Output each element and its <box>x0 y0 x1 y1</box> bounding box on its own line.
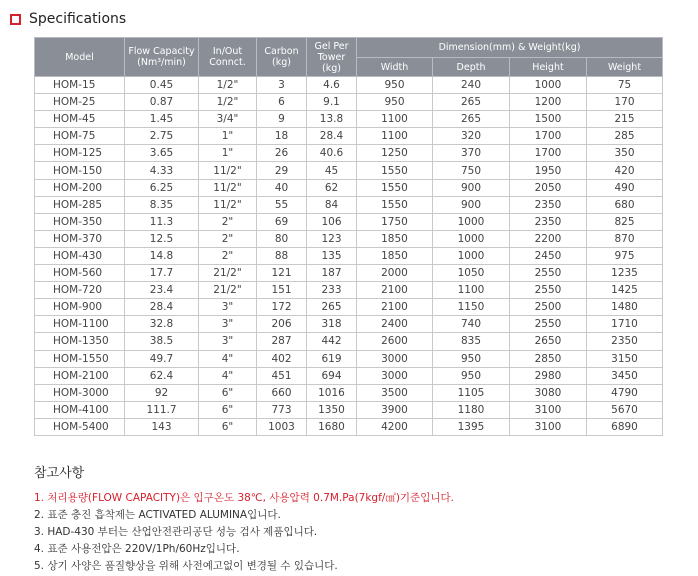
height-cell: 2550 <box>510 316 587 333</box>
carbon-cell: 121 <box>257 265 307 282</box>
table-row <box>35 282 663 299</box>
table-row <box>35 247 663 264</box>
weight-cell: 420 <box>587 162 663 179</box>
model-cell: HOM-900 <box>35 299 125 316</box>
weight-cell: 490 <box>587 179 663 196</box>
weight-cell: 870 <box>587 230 663 247</box>
carbon-cell: 69 <box>257 213 307 230</box>
flow-capacity-cell: 1.45 <box>125 111 199 128</box>
depth-cell: 1000 <box>433 213 510 230</box>
carbon-cell: 29 <box>257 162 307 179</box>
width-cell: 3900 <box>357 401 433 418</box>
table-row <box>35 401 663 418</box>
model-cell: HOM-1350 <box>35 333 125 350</box>
height-cell: 1700 <box>510 128 587 145</box>
model-cell: HOM-150 <box>35 162 125 179</box>
weight-cell: 825 <box>587 213 663 230</box>
width-cell: 3500 <box>357 384 433 401</box>
model-cell: HOM-560 <box>35 265 125 282</box>
connection-cell: 4" <box>199 350 257 367</box>
depth-cell: 265 <box>433 94 510 111</box>
table-row <box>35 384 663 401</box>
notes-title: 참고사항 <box>34 466 85 481</box>
model-cell: HOM-370 <box>35 230 125 247</box>
depth-cell: 1105 <box>433 384 510 401</box>
flow-capacity-cell: 4.33 <box>125 162 199 179</box>
carbon-cell: 287 <box>257 333 307 350</box>
connection-cell: 1" <box>199 128 257 145</box>
flow-capacity-cell: 14.8 <box>125 247 199 264</box>
carbon-cell: 55 <box>257 196 307 213</box>
connection-cell: 11/2" <box>199 196 257 213</box>
connection-cell: 3" <box>199 333 257 350</box>
section-header <box>10 9 126 29</box>
depth-cell: 950 <box>433 367 510 384</box>
height-cell: 2550 <box>510 282 587 299</box>
weight-cell: 975 <box>587 247 663 264</box>
height-cell: 1500 <box>510 111 587 128</box>
width-cell: 3000 <box>357 350 433 367</box>
width-cell: 950 <box>357 94 433 111</box>
section-title: Specifications <box>29 11 127 27</box>
header-width: Width <box>357 58 433 77</box>
gel-cell: 13.8 <box>307 111 357 128</box>
weight-cell: 1480 <box>587 299 663 316</box>
gel-cell: 40.6 <box>307 145 357 162</box>
depth-cell: 370 <box>433 145 510 162</box>
connection-cell: 1/2" <box>199 77 257 94</box>
width-cell: 4200 <box>357 418 433 435</box>
gel-cell: 28.4 <box>307 128 357 145</box>
width-cell: 950 <box>357 77 433 94</box>
model-cell: HOM-430 <box>35 247 125 264</box>
model-cell: HOM-720 <box>35 282 125 299</box>
weight-cell: 75 <box>587 77 663 94</box>
model-cell: HOM-125 <box>35 145 125 162</box>
header-dimension-weight: Dimension(mm) & Weight(kg) <box>357 38 663 58</box>
model-cell: HOM-5400 <box>35 418 125 435</box>
table-row <box>35 265 663 282</box>
width-cell: 1850 <box>357 230 433 247</box>
depth-cell: 240 <box>433 77 510 94</box>
depth-cell: 1050 <box>433 265 510 282</box>
model-cell: HOM-1100 <box>35 316 125 333</box>
width-cell: 1250 <box>357 145 433 162</box>
width-cell: 1550 <box>357 196 433 213</box>
table-row <box>35 111 663 128</box>
flow-capacity-cell: 32.8 <box>125 316 199 333</box>
header-carbon: Carbon (kg) <box>257 38 307 77</box>
note-item: 3. HAD-430 부터는 산업안전관리공단 성능 검사 제품입니다. <box>34 526 318 538</box>
connection-cell: 2" <box>199 230 257 247</box>
table-row <box>35 94 663 111</box>
table-row <box>35 299 663 316</box>
depth-cell: 1180 <box>433 401 510 418</box>
note-item: 5. 상기 사양은 품질향상을 위해 사전예고없이 변경될 수 있습니다. <box>34 560 338 572</box>
height-cell: 2350 <box>510 213 587 230</box>
carbon-cell: 9 <box>257 111 307 128</box>
model-cell: HOM-15 <box>35 77 125 94</box>
note-item: 1. 처리용량(FLOW CAPACITY)은 입구온도 38℃, 사용압력 0.7M.Pa(7kgf/㎠)기준입니다. <box>34 492 454 504</box>
carbon-cell: 451 <box>257 367 307 384</box>
model-cell: HOM-200 <box>35 179 125 196</box>
height-cell: 1200 <box>510 94 587 111</box>
header-flow-capacity: Flow Capacity (Nm³/min) <box>125 38 199 77</box>
model-cell: HOM-1550 <box>35 350 125 367</box>
gel-cell: 1016 <box>307 384 357 401</box>
gel-cell: 233 <box>307 282 357 299</box>
table-body <box>35 77 663 436</box>
connection-cell: 6" <box>199 384 257 401</box>
note-item: 4. 표준 사용전압은 220V/1Ph/60Hz입니다. <box>34 543 240 555</box>
table-row <box>35 230 663 247</box>
specifications-table <box>34 37 663 436</box>
table-row <box>35 350 663 367</box>
height-cell: 2650 <box>510 333 587 350</box>
width-cell: 2400 <box>357 316 433 333</box>
weight-cell: 1425 <box>587 282 663 299</box>
weight-cell: 4790 <box>587 384 663 401</box>
height-cell: 3100 <box>510 401 587 418</box>
model-cell: HOM-285 <box>35 196 125 213</box>
gel-cell: 9.1 <box>307 94 357 111</box>
table-row <box>35 162 663 179</box>
width-cell: 1750 <box>357 213 433 230</box>
depth-cell: 1000 <box>433 247 510 264</box>
height-cell: 2550 <box>510 265 587 282</box>
gel-cell: 4.6 <box>307 77 357 94</box>
depth-cell: 900 <box>433 179 510 196</box>
height-cell: 2450 <box>510 247 587 264</box>
header-inout-connection: In/Out Connct. <box>199 38 257 77</box>
width-cell: 2100 <box>357 299 433 316</box>
model-cell: HOM-25 <box>35 94 125 111</box>
height-cell: 2850 <box>510 350 587 367</box>
width-cell: 3000 <box>357 367 433 384</box>
carbon-cell: 402 <box>257 350 307 367</box>
weight-cell: 170 <box>587 94 663 111</box>
flow-capacity-cell: 111.7 <box>125 401 199 418</box>
depth-cell: 1100 <box>433 282 510 299</box>
flow-capacity-cell: 8.35 <box>125 196 199 213</box>
flow-capacity-cell: 2.75 <box>125 128 199 145</box>
flow-capacity-cell: 0.45 <box>125 77 199 94</box>
height-cell: 3100 <box>510 418 587 435</box>
header-gel-per-tower: Gel Per Tower (kg) <box>307 38 357 77</box>
flow-capacity-cell: 28.4 <box>125 299 199 316</box>
carbon-cell: 151 <box>257 282 307 299</box>
flow-capacity-cell: 23.4 <box>125 282 199 299</box>
header-height: Height <box>510 58 587 77</box>
table-row <box>35 128 663 145</box>
height-cell: 1000 <box>510 77 587 94</box>
gel-cell: 106 <box>307 213 357 230</box>
gel-cell: 123 <box>307 230 357 247</box>
model-cell: HOM-4100 <box>35 401 125 418</box>
carbon-cell: 660 <box>257 384 307 401</box>
width-cell: 1100 <box>357 111 433 128</box>
weight-cell: 285 <box>587 128 663 145</box>
depth-cell: 265 <box>433 111 510 128</box>
model-cell: HOM-3000 <box>35 384 125 401</box>
table-row <box>35 196 663 213</box>
height-cell: 1700 <box>510 145 587 162</box>
weight-cell: 215 <box>587 111 663 128</box>
depth-cell: 320 <box>433 128 510 145</box>
connection-cell: 21/2" <box>199 265 257 282</box>
weight-cell: 6890 <box>587 418 663 435</box>
gel-cell: 1680 <box>307 418 357 435</box>
weight-cell: 350 <box>587 145 663 162</box>
carbon-cell: 18 <box>257 128 307 145</box>
gel-cell: 619 <box>307 350 357 367</box>
width-cell: 1550 <box>357 162 433 179</box>
height-cell: 2980 <box>510 367 587 384</box>
gel-cell: 45 <box>307 162 357 179</box>
depth-cell: 950 <box>433 350 510 367</box>
gel-cell: 1350 <box>307 401 357 418</box>
width-cell: 1550 <box>357 179 433 196</box>
gel-cell: 318 <box>307 316 357 333</box>
carbon-cell: 206 <box>257 316 307 333</box>
weight-cell: 3450 <box>587 367 663 384</box>
flow-capacity-cell: 0.87 <box>125 94 199 111</box>
depth-cell: 1395 <box>433 418 510 435</box>
carbon-cell: 88 <box>257 247 307 264</box>
carbon-cell: 172 <box>257 299 307 316</box>
header-weight: Weight <box>587 58 663 77</box>
header-model: Model <box>35 38 125 77</box>
weight-cell: 5670 <box>587 401 663 418</box>
model-cell: HOM-2100 <box>35 367 125 384</box>
flow-capacity-cell: 17.7 <box>125 265 199 282</box>
connection-cell: 6" <box>199 418 257 435</box>
weight-cell: 1235 <box>587 265 663 282</box>
gel-cell: 442 <box>307 333 357 350</box>
depth-cell: 740 <box>433 316 510 333</box>
weight-cell: 680 <box>587 196 663 213</box>
table-row <box>35 316 663 333</box>
carbon-cell: 26 <box>257 145 307 162</box>
header-depth: Depth <box>433 58 510 77</box>
gel-cell: 135 <box>307 247 357 264</box>
gel-cell: 62 <box>307 179 357 196</box>
weight-cell: 3150 <box>587 350 663 367</box>
table-row <box>35 418 663 435</box>
connection-cell: 6" <box>199 401 257 418</box>
flow-capacity-cell: 11.3 <box>125 213 199 230</box>
flow-capacity-cell: 38.5 <box>125 333 199 350</box>
height-cell: 2500 <box>510 299 587 316</box>
width-cell: 2000 <box>357 265 433 282</box>
carbon-cell: 3 <box>257 77 307 94</box>
connection-cell: 2" <box>199 247 257 264</box>
flow-capacity-cell: 3.65 <box>125 145 199 162</box>
carbon-cell: 1003 <box>257 418 307 435</box>
connection-cell: 11/2" <box>199 162 257 179</box>
gel-cell: 265 <box>307 299 357 316</box>
flow-capacity-cell: 62.4 <box>125 367 199 384</box>
model-cell: HOM-350 <box>35 213 125 230</box>
depth-cell: 900 <box>433 196 510 213</box>
height-cell: 2200 <box>510 230 587 247</box>
weight-cell: 1710 <box>587 316 663 333</box>
depth-cell: 835 <box>433 333 510 350</box>
connection-cell: 1/2" <box>199 94 257 111</box>
gel-cell: 84 <box>307 196 357 213</box>
connection-cell: 1" <box>199 145 257 162</box>
note-item: 2. 표준 충진 흡착제는 ACTIVATED ALUMINA입니다. <box>34 509 281 521</box>
carbon-cell: 40 <box>257 179 307 196</box>
carbon-cell: 80 <box>257 230 307 247</box>
height-cell: 1950 <box>510 162 587 179</box>
weight-cell: 2350 <box>587 333 663 350</box>
connection-cell: 4" <box>199 367 257 384</box>
table-row <box>35 333 663 350</box>
connection-cell: 11/2" <box>199 179 257 196</box>
square-bullet-icon <box>10 14 21 25</box>
gel-cell: 187 <box>307 265 357 282</box>
depth-cell: 1000 <box>433 230 510 247</box>
gel-cell: 694 <box>307 367 357 384</box>
flow-capacity-cell: 92 <box>125 384 199 401</box>
width-cell: 2600 <box>357 333 433 350</box>
table-row <box>35 77 663 94</box>
width-cell: 2100 <box>357 282 433 299</box>
connection-cell: 3/4" <box>199 111 257 128</box>
carbon-cell: 6 <box>257 94 307 111</box>
model-cell: HOM-45 <box>35 111 125 128</box>
connection-cell: 3" <box>199 299 257 316</box>
table-row <box>35 213 663 230</box>
carbon-cell: 773 <box>257 401 307 418</box>
flow-capacity-cell: 143 <box>125 418 199 435</box>
flow-capacity-cell: 6.25 <box>125 179 199 196</box>
model-cell: HOM-75 <box>35 128 125 145</box>
height-cell: 2350 <box>510 196 587 213</box>
flow-capacity-cell: 12.5 <box>125 230 199 247</box>
height-cell: 2050 <box>510 179 587 196</box>
height-cell: 3080 <box>510 384 587 401</box>
depth-cell: 750 <box>433 162 510 179</box>
table-row <box>35 179 663 196</box>
depth-cell: 1150 <box>433 299 510 316</box>
connection-cell: 2" <box>199 213 257 230</box>
connection-cell: 21/2" <box>199 282 257 299</box>
width-cell: 1100 <box>357 128 433 145</box>
connection-cell: 3" <box>199 316 257 333</box>
notes-section <box>34 462 454 575</box>
width-cell: 1850 <box>357 247 433 264</box>
table-row <box>35 145 663 162</box>
table-row <box>35 367 663 384</box>
flow-capacity-cell: 49.7 <box>125 350 199 367</box>
